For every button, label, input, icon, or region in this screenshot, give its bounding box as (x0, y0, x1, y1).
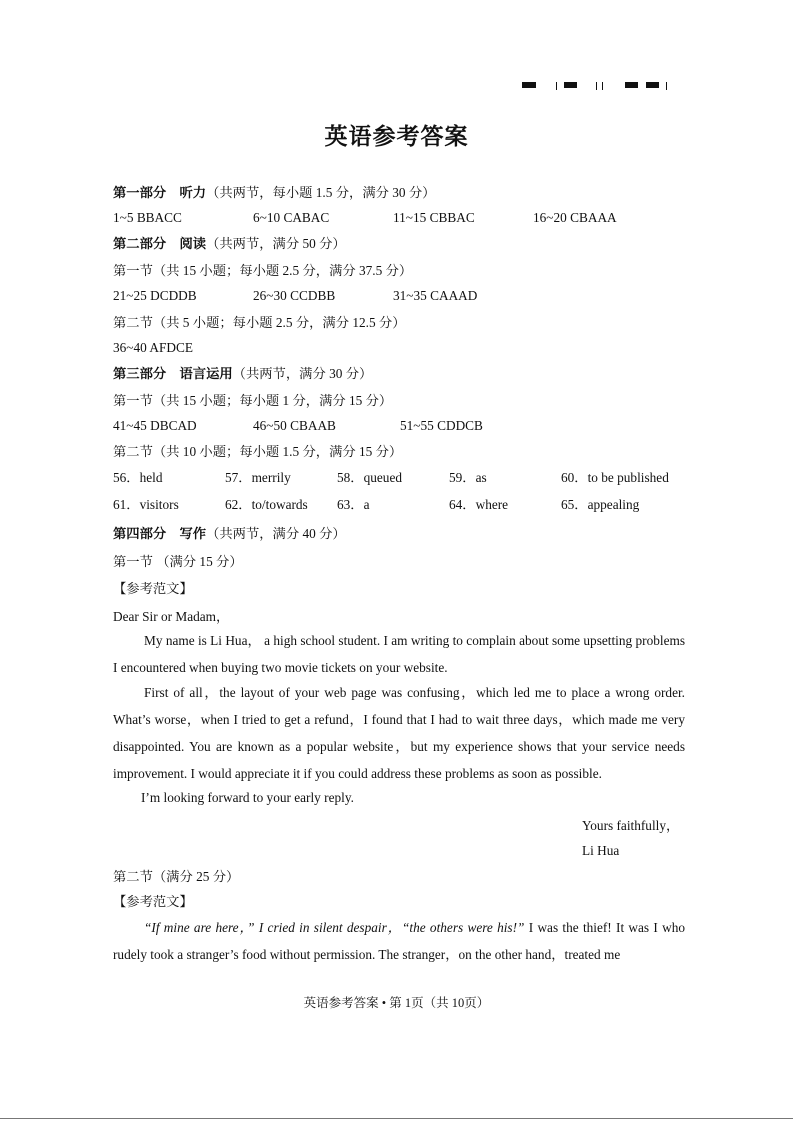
answer-group: 51~55 CDDCB (400, 418, 483, 433)
fill-answer: 61．visitors (113, 497, 179, 512)
answer-group: 36~40 AFDCE (113, 340, 193, 355)
part2-note: （共两节，满分 50 分） (206, 236, 346, 251)
story-quote-3: “the others were his!” (402, 920, 525, 935)
fill-answer: 60．to be published (561, 470, 669, 485)
part4-section2-label: 第二节（满分 25 分） (113, 869, 240, 884)
story-paragraph (113, 914, 685, 968)
answer-group: 31~35 CAAAD (393, 288, 478, 303)
sample-essay-label: 【参考范文】 (113, 581, 193, 596)
answer-group: 41~45 DBCAD (113, 418, 197, 433)
part4-note: （共两节，满分 40 分） (206, 526, 346, 541)
story-quote-1: “If mine are here，” (144, 920, 255, 935)
sample-essay-label-2: 【参考范文】 (113, 894, 193, 909)
letter-paragraph-2: First of all，the layout of your web page was confusing，which led me to place a wrong order. What’s worse，when I tried to get a refund，I found that I had to wait three days，which made me very disappointed. You are known as a popular website，but my experience shows that your service needs improvement. I would appreciate it if you could address these problems as soon as possible. (113, 685, 685, 781)
answer-group: 26~30 CCDBB (253, 288, 336, 303)
part2-heading: 第二部分 阅读 (113, 236, 207, 251)
story-quote-2: I cried in silent despair， (258, 920, 402, 935)
letter-paragraph-1: My name is Li Hua， a high school student. I am writing to complain about some upsetting problems I encountered when buying two movie tickets on your website. (113, 633, 685, 675)
part2-section1-label: 第一节（共 15 小题；每小题 2.5 分，满分 37.5 分） (113, 263, 413, 278)
part3-note: （共两节，满分 30 分） (232, 366, 373, 381)
part3-heading: 第三部分 语言运用 (113, 366, 233, 381)
page-footer: 英语参考答案 • 第 1页（共 10页） (303, 996, 490, 1010)
part4-section1-label: 第一节 （满分 15 分） (113, 554, 243, 569)
part1-note: （共两节，每小题 1.5 分，满分 30 分） (206, 185, 436, 200)
answer-group: 21~25 DCDDB (113, 288, 197, 303)
fill-answer: 57．merrily (225, 470, 291, 485)
fill-answer: 64．where (449, 497, 509, 512)
fill-answer: 56．held (113, 470, 163, 485)
part3-section2-label: 第二节（共 10 小题；每小题 1.5 分，满分 15 分） (113, 444, 403, 459)
answer-group: 11~15 CBBAC (393, 210, 475, 225)
fill-answer: 63．a (337, 497, 370, 512)
part3-heading-line (113, 365, 372, 383)
letter-closing: Yours faithfully， (582, 818, 680, 833)
page-title: 英语参考答案 (324, 124, 469, 149)
part2-heading-line (113, 235, 346, 253)
part2-section2-label: 第二节（共 5 小题；每小题 2.5 分，满分 12.5 分） (113, 315, 406, 330)
answer-group: 16~20 CBAAA (533, 210, 617, 225)
part4-heading: 第四部分 写作 (113, 526, 207, 541)
fill-answer: 65．appealing (561, 497, 640, 512)
story-text: I was the thief! It was I who rudely took a stranger’s food without permission. The stranger，on the other hand，treated me (113, 920, 686, 962)
answer-group: 6~10 CABAC (253, 210, 330, 225)
answer-group: 46~50 CBAAB (253, 418, 336, 433)
part1-heading: 第一部分 听力 (113, 185, 207, 200)
fill-answer: 59．as (449, 470, 487, 485)
bottom-rule (0, 1118, 793, 1119)
answer-group: 1~5 BBACC (113, 210, 182, 225)
letter-signature: Li Hua (582, 843, 620, 858)
fill-answer: 62．to/towards (225, 497, 308, 512)
part3-section1-label: 第一节（共 15 小题；每小题 1 分，满分 15 分） (113, 393, 393, 408)
letter-paragraph-3: I’m looking forward to your early reply. (141, 790, 354, 805)
part4-heading-line (113, 525, 346, 543)
letter-salutation: Dear Sir or Madam， (113, 609, 230, 624)
part1-heading-line (113, 184, 435, 202)
fill-answer: 58．queued (337, 470, 402, 485)
